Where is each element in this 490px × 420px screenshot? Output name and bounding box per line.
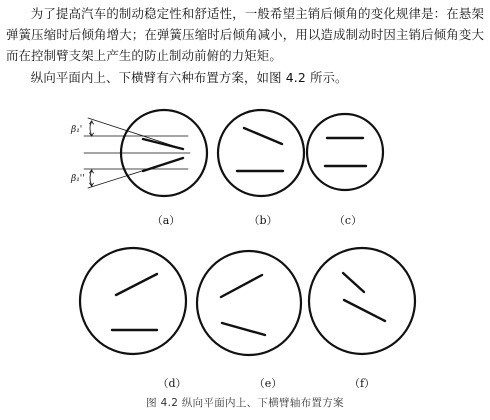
circle-c xyxy=(307,114,383,190)
label-e: （e） xyxy=(253,377,283,390)
diagram-a xyxy=(84,110,207,196)
circle-f xyxy=(309,248,415,354)
paragraph-intro: 为了提高汽车的制动稳定性和舒适性，一般希望主销后倾角的变化规律是：在悬架弹簧压缩时后倾角增大；在弹簧压缩时后倾角减小，用以造成制动时因主销后倾角变大而在控制臂支架上产生的防止制动前俯的力矩矩。 xyxy=(6,6,484,63)
circle-e xyxy=(197,251,301,355)
upper-arm-b xyxy=(244,128,282,144)
angle-label-lower: β₁'' xyxy=(71,174,85,184)
diagram-f xyxy=(309,248,415,354)
circle-d xyxy=(80,248,186,354)
diagram-b xyxy=(218,110,304,196)
label-b: （b） xyxy=(248,214,278,227)
figure-caption: 图 4.2 纵向平面内上、下横臂轴布置方案 xyxy=(146,397,344,409)
paragraph-layout-schemes: 纵向平面内上、下横臂有六种布置方案，如图 4.2 所示。 xyxy=(30,70,348,85)
upper-arm-d xyxy=(116,274,157,295)
diagram-c xyxy=(307,114,383,190)
upper-arm-e xyxy=(221,275,262,297)
label-c: （c） xyxy=(333,214,363,227)
label-f: （f） xyxy=(348,377,376,390)
lower-arm-e xyxy=(222,323,265,335)
upper-arm-f xyxy=(343,273,364,292)
diagram-d xyxy=(80,248,186,354)
label-a: （a） xyxy=(151,214,181,227)
angle-label-upper: β₁' xyxy=(71,125,83,135)
construction-line-lower xyxy=(88,158,183,188)
diagram-e xyxy=(197,251,301,355)
lower-arm-f xyxy=(344,300,385,321)
construction-line-upper xyxy=(88,118,183,149)
upper-arm-a xyxy=(143,139,183,149)
circle-b xyxy=(218,110,304,196)
label-d: （d） xyxy=(157,377,187,390)
